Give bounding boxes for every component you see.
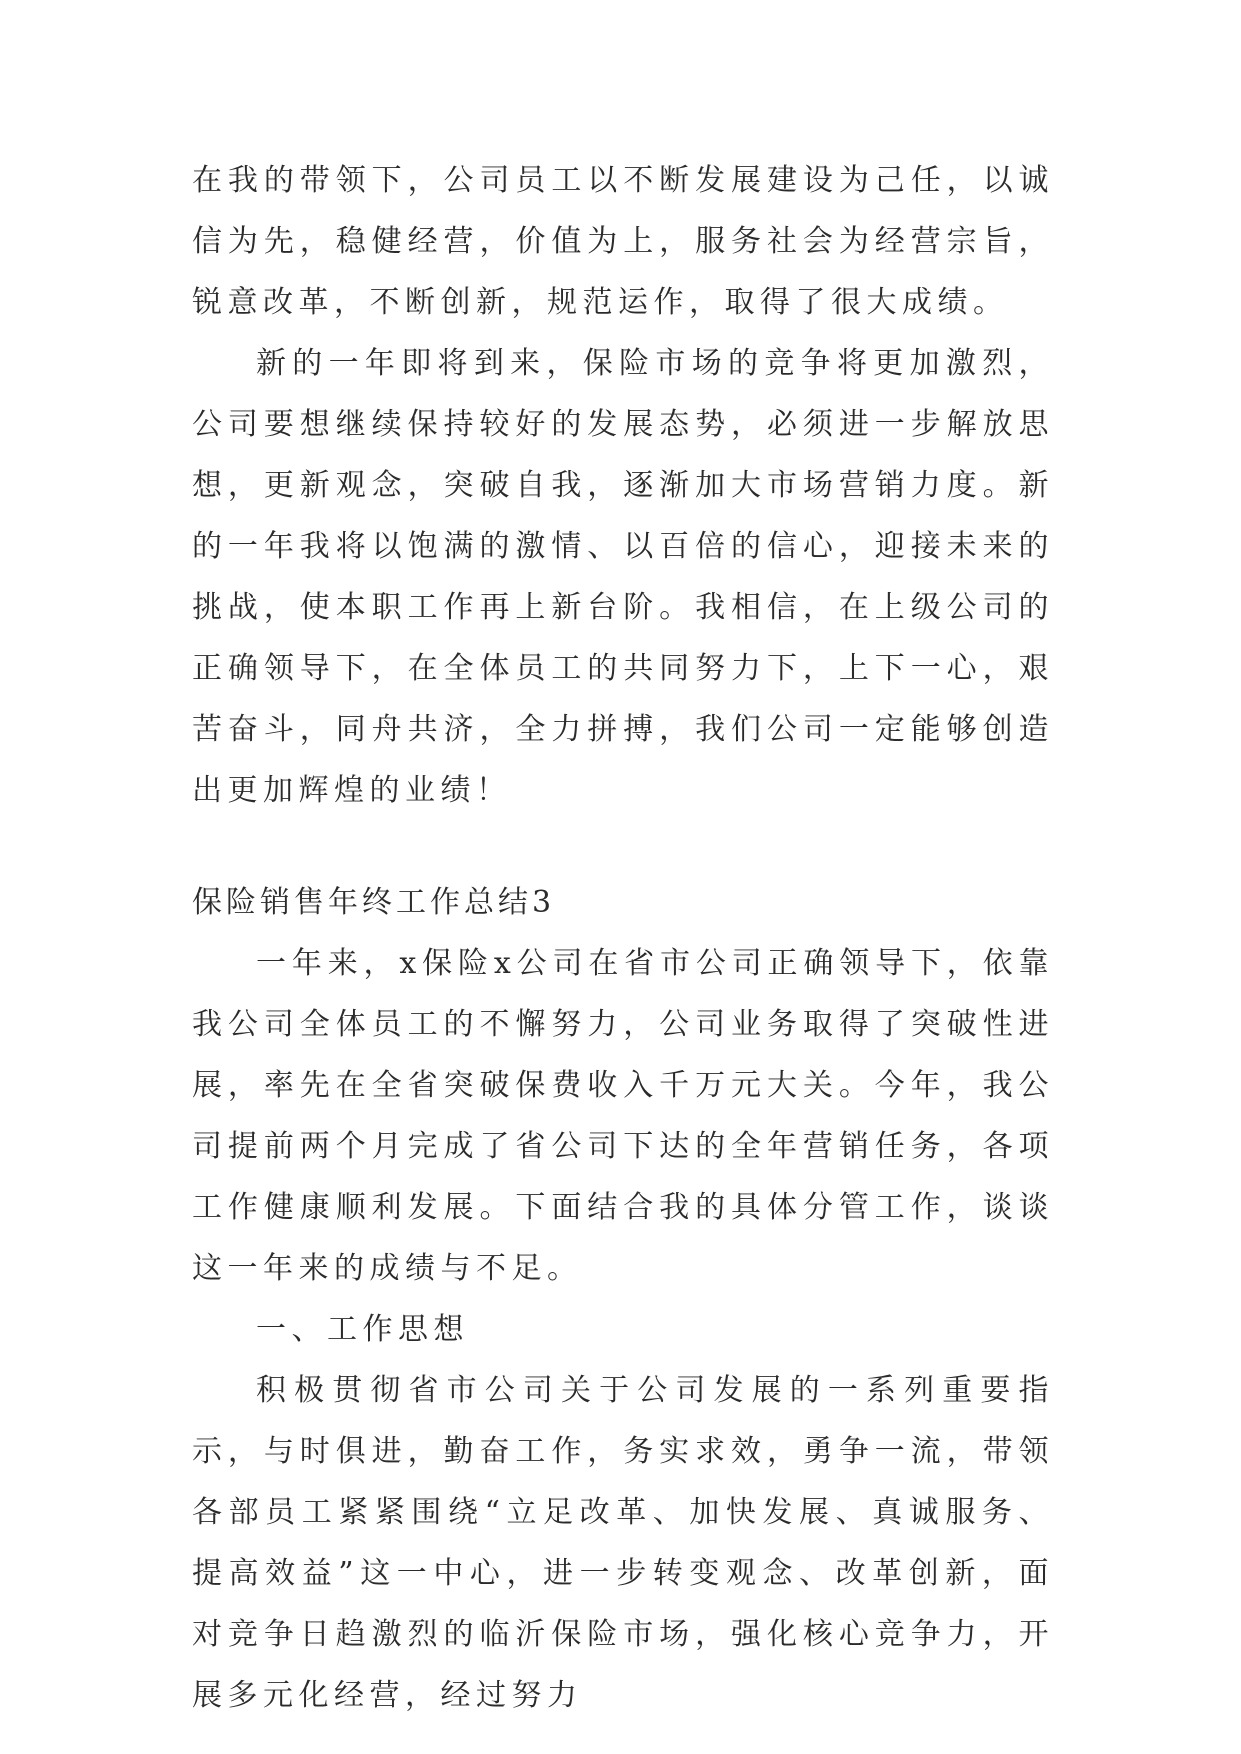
paragraph-work-thinking: 积极贯彻省市公司关于公司发展的一系列重要指示，与时俱进，勤奋工作，务实求效，勇争一流，带领各部员工紧紧围绕“立足改革、加快发展、真诚服务、提高效益”这一中心，进一步转变观念、改革创新，面对竞争日趋激烈的临沂保险市场，强化核心竞争力，开展多元化经营，经过努力: [192, 1373, 1054, 1713]
section-title: 保险销售年终工作总结3: [192, 885, 556, 920]
paragraph-new-year-outlook: 新的一年即将到来，保险市场的竞争将更加激烈，公司要想继续保持较好的发展态势，必须进一步解放思想，更新观念，突破自我，逐渐加大市场营销力度。新的一年我将以饱满的激情、以百倍的信心，迎接未来的挑战，使本职工作再上新台阶。我相信，在上级公司的正确领导下，在全体员工的共同努力下，上下一心，艰苦奋斗，同舟共济，全力拼搏，我们公司一定能够创造出更加辉煌的业绩！: [192, 346, 1054, 808]
paragraph-annual-overview: 一年来，x保险x公司在省市公司正确领导下，依靠我公司全体员工的不懈努力，公司业务取得了突破性进展，率先在全省突破保费收入千万元大关。今年，我公司提前两个月完成了省公司下达的全年营销任务，各项工作健康顺利发展。下面结合我的具体分管工作，谈谈这一年来的成绩与不足。: [192, 946, 1054, 1286]
subheading-work-thinking: 一、工作思想: [256, 1312, 469, 1347]
paragraph-continuation: 在我的带领下，公司员工以不断发展建设为己任，以诚信为先，稳健经营，价值为上，服务社会为经营宗旨，锐意改革，不断创新，规范运作，取得了很大成绩。: [192, 163, 1054, 320]
document-body: [192, 150, 1054, 1726]
